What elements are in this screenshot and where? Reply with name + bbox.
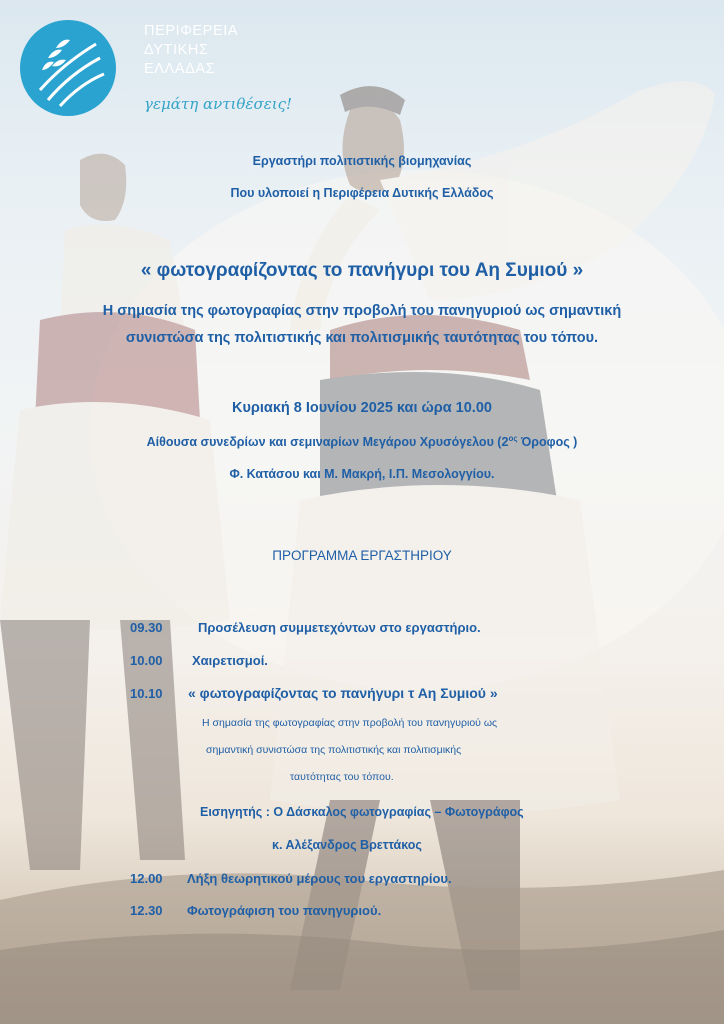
program-time: 09.30 <box>130 620 163 635</box>
intro-line-1: Εργαστήρι πολιτιστικής βιομηχανίας <box>252 154 472 168</box>
speaker-name: κ. Αλέξανδρος Βρεττάκος <box>272 838 422 852</box>
program-time: 12.30 <box>130 903 163 918</box>
brand-line-2: ΔΥΤΙΚΗΣ <box>144 42 209 58</box>
program-time: 12.00 <box>130 871 163 886</box>
program-text: « φωτογραφίζοντας το πανήγυρι τ Αη Συμιού » <box>188 685 498 701</box>
event-venue <box>0 434 724 449</box>
venue-text: Αίθουσα συνεδρίων και σεμιναρίων Μεγάρου Χρυσόγελου (2 <box>146 435 509 450</box>
event-date: Κυριακή 8 Ιουνίου 2025 και ώρα 10.00 <box>232 400 492 416</box>
speaker-role: Εισηγητής : Ο Δάσκαλος φωτογραφίας – Φωτογράφος <box>200 805 524 819</box>
program-time: 10.10 <box>130 686 163 701</box>
program-text: Χαιρετισμοί. <box>192 653 268 668</box>
program-item <box>130 685 498 701</box>
laurel-mark-icon <box>18 18 118 118</box>
program-text: Φωτογράφιση του πανηγυριού. <box>187 903 382 918</box>
venue-floor-ordinal: ος <box>508 434 518 443</box>
program-item <box>130 903 381 918</box>
program-item <box>130 871 452 886</box>
region-brand-text <box>144 22 238 79</box>
program-text: Λήξη θεωρητικού μέρους του εργαστηρίου. <box>187 871 452 886</box>
talk-desc-line-2: σημαντική συνιστώσα της πολιτιστικής και πολιτισμικής <box>206 744 462 756</box>
workshop-title: « φωτογραφίζοντας το πανήγυρι του Αη Συμιού » <box>140 260 584 281</box>
subtitle-line-2: συνιστώσα της πολιτιστικής και πολιτισμικής ταυτότητας του τόπου. <box>125 330 599 346</box>
brand-slogan: γεμάτη αντιθέσεις! <box>144 95 293 113</box>
intro-line-2: Που υλοποιεί η Περιφέρεια Δυτικής Ελλάδος <box>230 186 494 200</box>
brand-line-3: ΕΛΛΑΔΑΣ <box>144 61 216 77</box>
venue-floor-text: Όροφος ) <box>517 435 578 450</box>
subtitle-line-1: Η σημασία της φωτογραφίας στην προβολή του πανηγυριού ως σημαντική <box>102 303 622 319</box>
event-address: Φ. Κατάσου και Μ. Μακρή, Ι.Π. Μεσολογγίου. <box>229 467 495 481</box>
program-item <box>130 653 268 668</box>
program-time: 10.00 <box>130 653 163 668</box>
talk-desc-line-3: ταυτότητας του τόπου. <box>290 771 394 783</box>
talk-desc-line-1: Η σημασία της φωτογραφίας στην προβολή του πανηγυριού ως <box>202 717 498 729</box>
brand-line-1: ΠΕΡΙΦΕΡΕΙΑ <box>144 23 239 39</box>
program-heading: ΠΡΟΓΡΑΜΜΑ ΕΡΓΑΣΤΗΡΙΟΥ <box>272 548 452 563</box>
program-text: Προσέλευση συμμετεχόντων στο εργαστήριο. <box>198 620 481 635</box>
program-item <box>130 620 481 635</box>
